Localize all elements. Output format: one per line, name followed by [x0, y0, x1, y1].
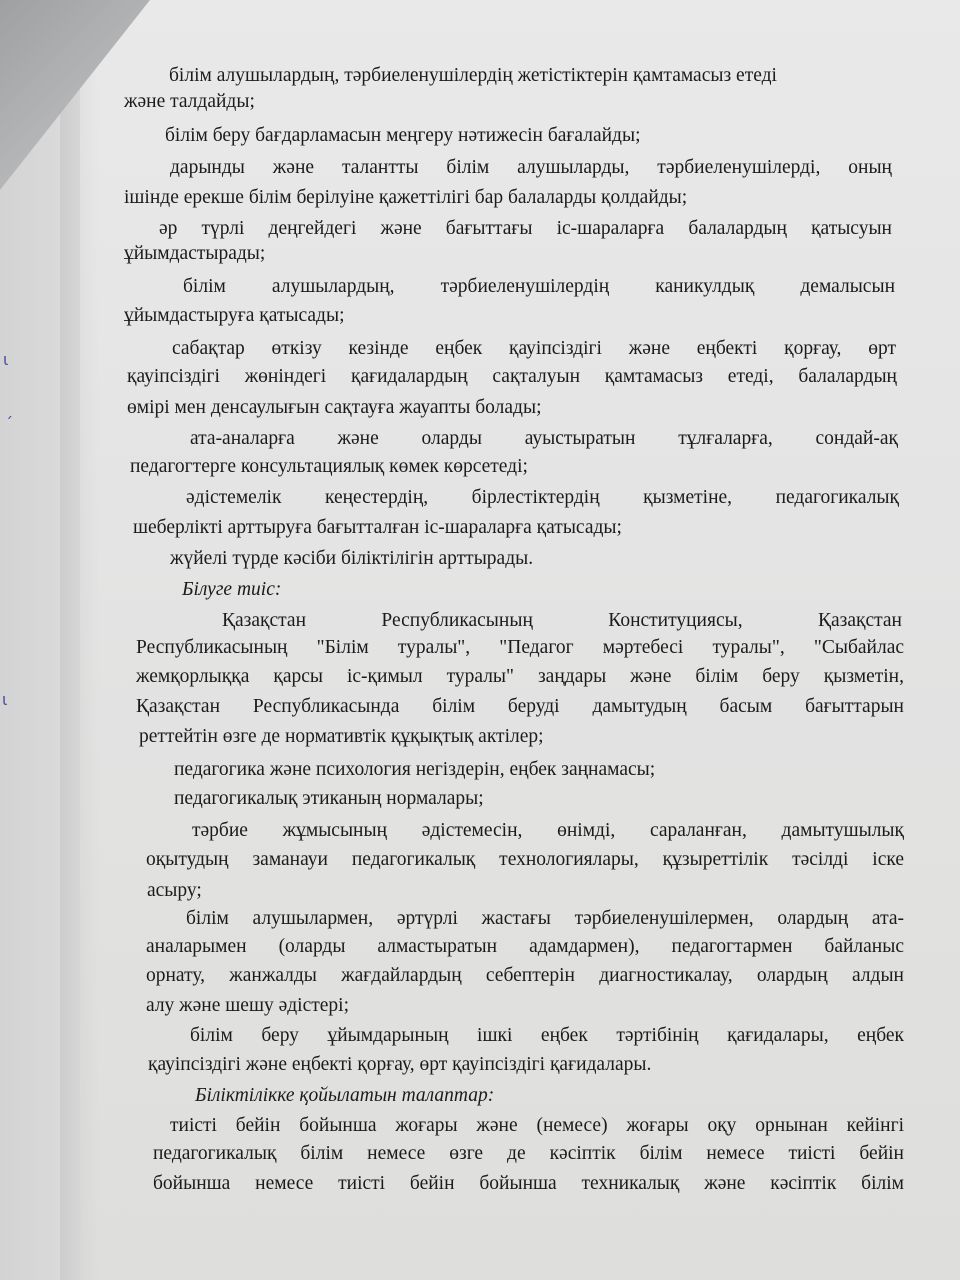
- text-line: әдістемелік кеңестердің, бірлестіктердің қызметіне, педагогикалық: [186, 487, 899, 508]
- text-line: педагогикалық білім немесе өзге де кәсіптік білім немесе тиісті бейін: [153, 1143, 904, 1164]
- section-heading: Білуге тиіс:: [182, 579, 282, 600]
- text-line: шеберлікті арттыруға бағытталған іс-шараларға қатысады;: [133, 517, 622, 538]
- text-line: реттейтін өзге де нормативтік құқықтық актілер;: [139, 726, 544, 747]
- text-line: асыру;: [147, 880, 202, 901]
- text-line: ішінде ерекше білім берілуіне қажеттілігі бар балаларды қолдайды;: [124, 187, 688, 208]
- text-line: білім алушылармен, әртүрлі жастағы тәрбиеленушілермен, олардың ата-: [186, 908, 904, 929]
- text-line: педагогтерге консультациялық көмек көрсетеді;: [130, 456, 528, 477]
- text-line: бойынша немесе тиісті бейін бойынша техникалық және кәсіптік білім: [153, 1173, 904, 1194]
- text-line: тәрбие жұмысының әдістемесін, өнімді, сараланған, дамытушылық: [192, 820, 904, 841]
- text-line: қауіпсіздігі және еңбекті қорғау, өрт қауіпсіздігі қағидалары.: [148, 1054, 652, 1075]
- text-line: педагогикалық этиканың нормалары;: [174, 788, 484, 809]
- text-line: Қазақстан Республикасының Конституциясы, Қазақстан: [222, 610, 902, 631]
- text-line: білім алушылардың, тәрбиеленушілердің жетістіктерін қамтамасыз етеді: [169, 65, 777, 86]
- text-line: педагогика және психология негіздерін, еңбек заңнамасы;: [174, 759, 656, 780]
- pen-mark-icon: ˏ: [5, 400, 13, 419]
- text-line: және талдайды;: [124, 91, 255, 112]
- section-heading: Біліктілікке қойылатын талаптар:: [195, 1085, 495, 1106]
- text-line: білім алушылардың, тәрбиеленушілердің каникулдық демалысын: [183, 276, 895, 297]
- text-line: орнату, жанжалды жағдайлардың себептерін диагностикалау, олардың алдын: [146, 965, 904, 986]
- text-line: оқытудың заманауи педагогикалық технологиялары, құзыреттілік тәсілді іске: [146, 849, 904, 870]
- page-fold-shadow: [60, 0, 100, 1280]
- text-line: тиісті бейін бойынша жоғары және (немесе) жоғары оқу орнынан кейінгі: [170, 1115, 904, 1136]
- text-line: дарынды және талантты білім алушыларды, тәрбиеленушілерді, оның: [170, 157, 892, 178]
- text-line: сабақтар өткізу кезінде еңбек қауіпсіздігі және еңбекті қорғау, өрт: [172, 338, 896, 359]
- pen-mark-icon: ɩ: [2, 690, 8, 709]
- text-line: ұйымдастырады;: [124, 243, 266, 264]
- text-line: ата-аналарға және оларды ауыстыратын тұлғаларға, сондай-ақ: [190, 428, 898, 449]
- text-line: жемқорлыққа қарсы іс-қимыл туралы" заңдары және білім беру қызметін,: [136, 666, 904, 687]
- text-line: аналарымен (оларды алмастыратын адамдармен), педагогтармен байланыс: [146, 936, 904, 957]
- text-line: Республикасының "Білім туралы", "Педагог мәртебесі туралы", "Сыбайлас: [136, 637, 904, 658]
- text-line: өмірі мен денсаулығын сақтауға жауапты болады;: [127, 397, 542, 418]
- text-line: алу және шешу әдістері;: [146, 995, 349, 1016]
- text-line: білім беру ұйымдарының ішкі еңбек тәртібінің қағидалары, еңбек: [190, 1025, 904, 1046]
- text-line: әр түрлі деңгейдегі және бағыттағы іс-шараларға балалардың қатысуын: [159, 218, 892, 239]
- text-line: Қазақстан Республикасында білім беруді дамытудың басым бағыттарын: [136, 696, 904, 717]
- text-line: білім беру бағдарламасын меңгеру нәтижесін бағалайды;: [165, 125, 641, 146]
- text-line: ұйымдастыруға қатысады;: [124, 305, 345, 326]
- text-line: жүйелі түрде кәсіби біліктілігін арттырады.: [170, 548, 534, 569]
- text-line: қауіпсіздігі жөніндегі қағидалардың сақталуын қамтамасыз етеді, балалардың: [127, 366, 897, 387]
- pen-mark-icon: ɩ: [3, 350, 9, 369]
